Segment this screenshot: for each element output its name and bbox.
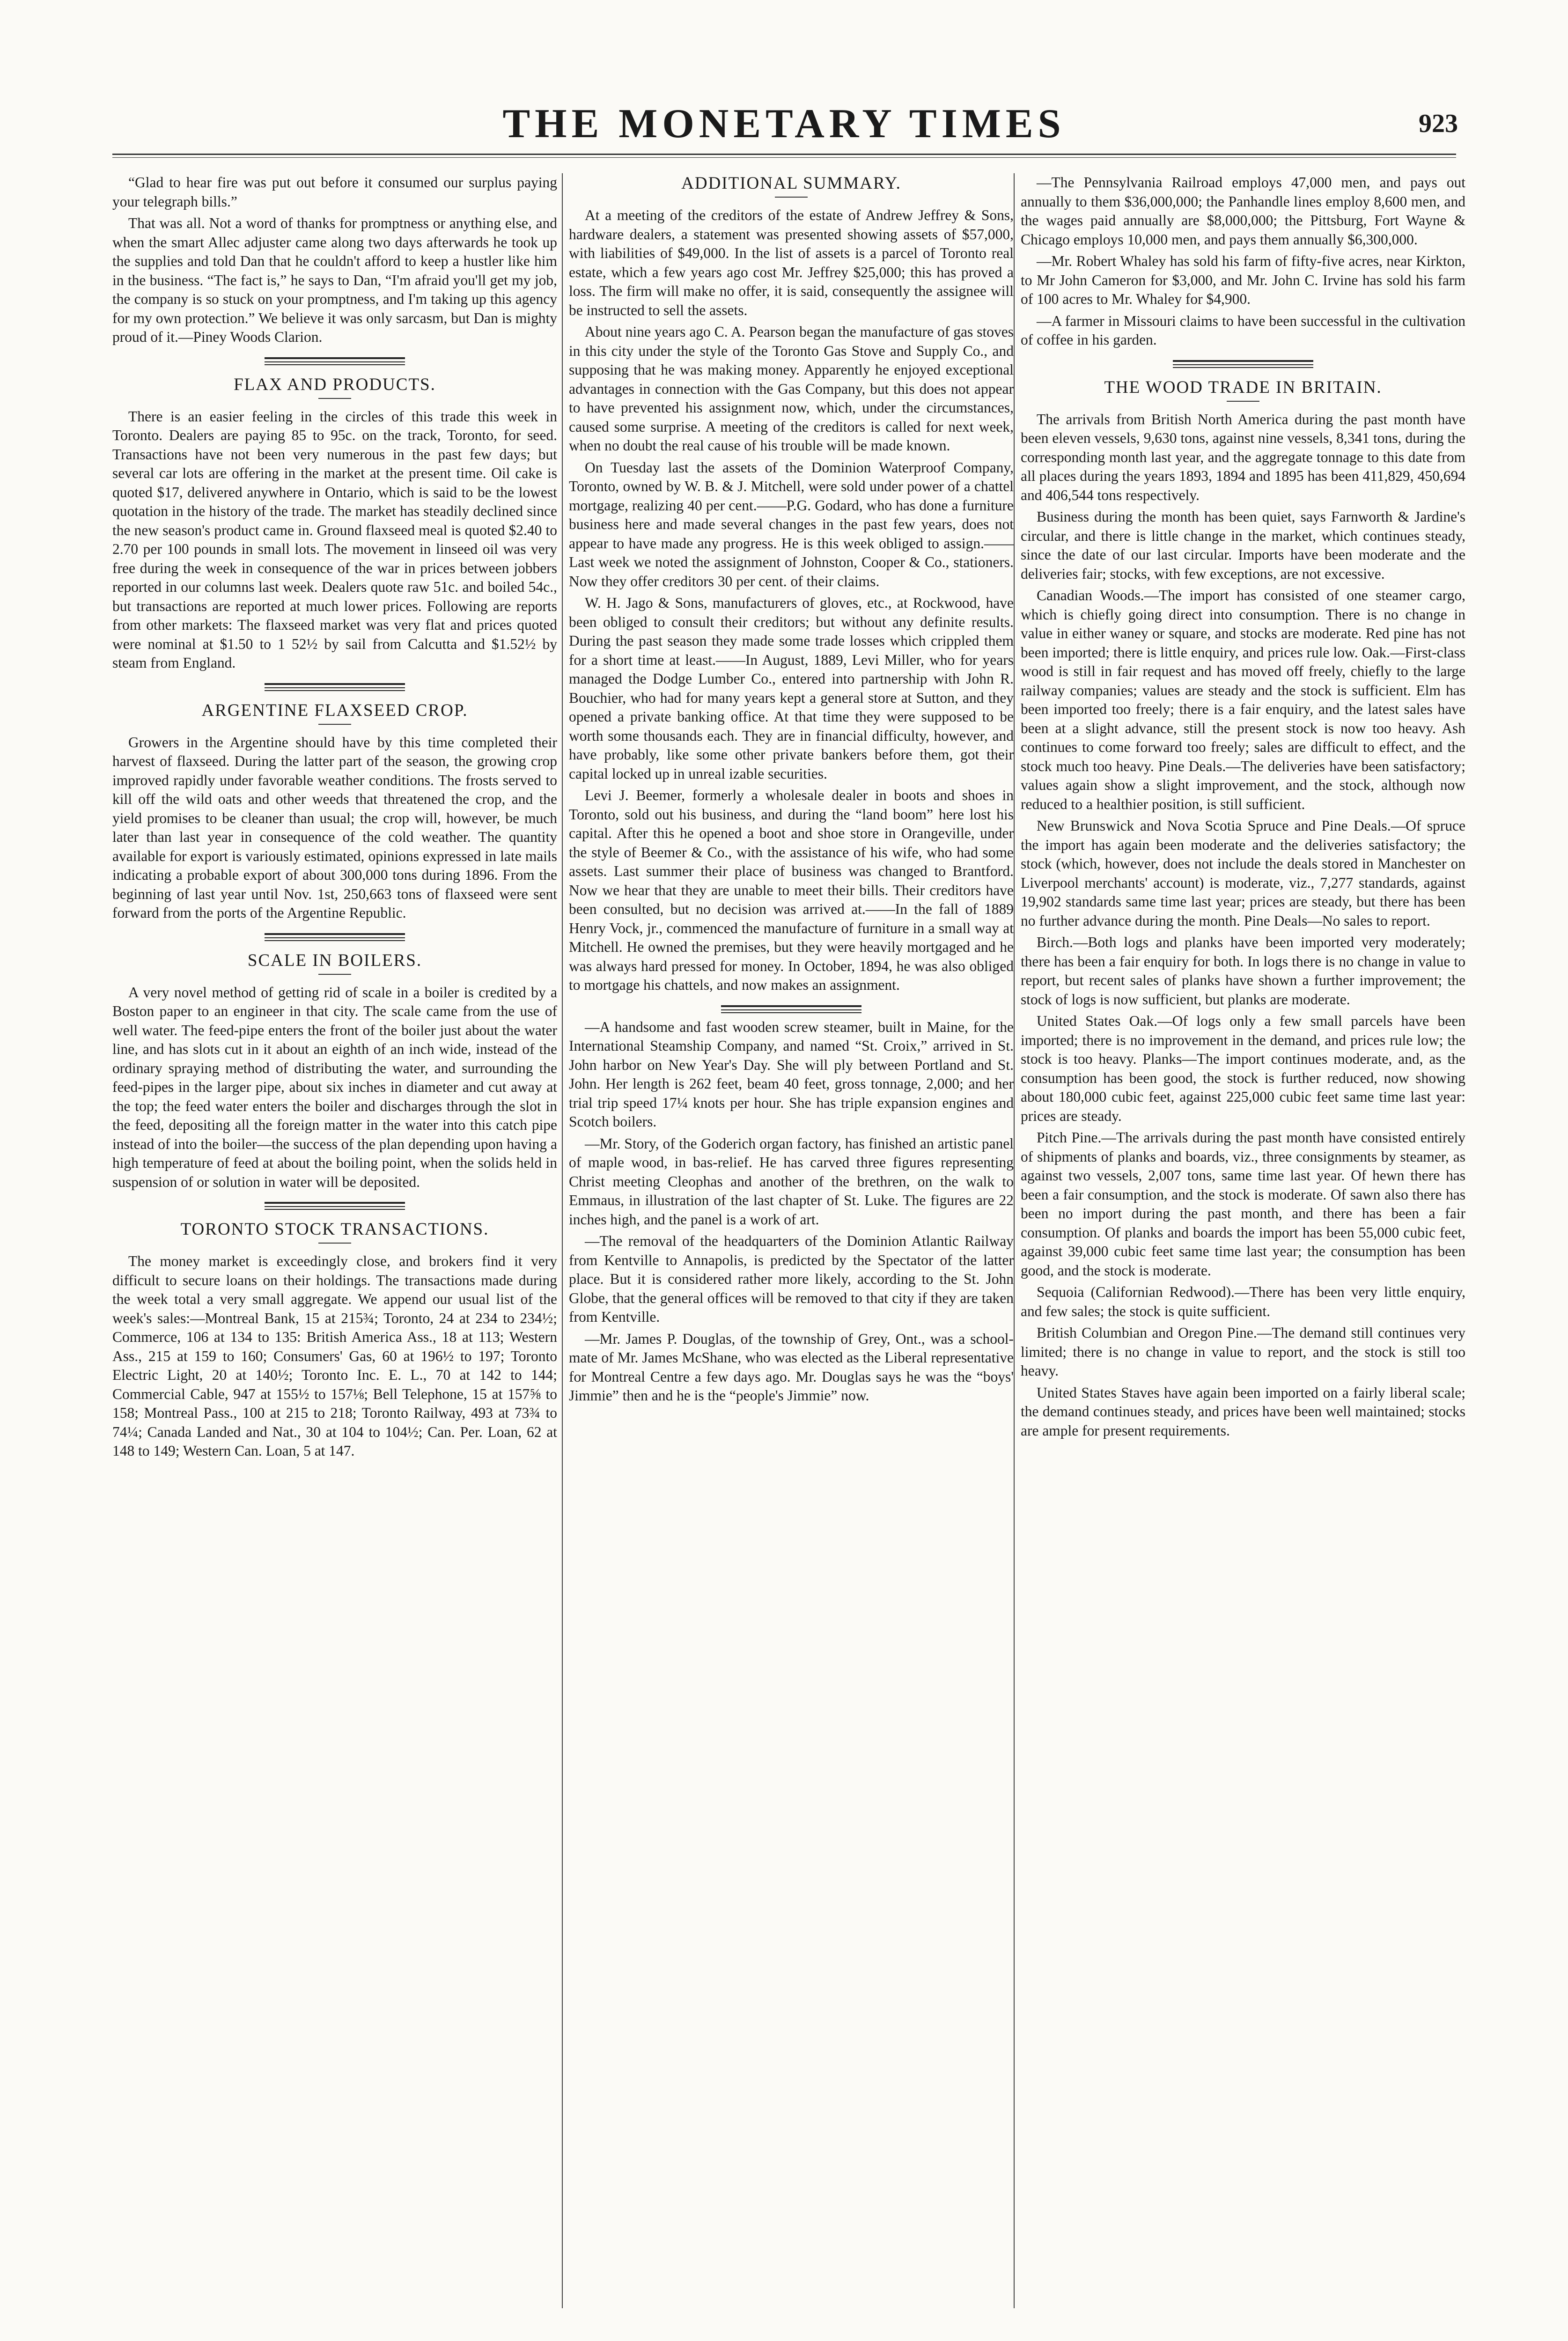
article-paragraph: That was all. Not a word of thanks for promptness or anything else, and when the smart Allec adjuster came along two days afterwards he took up the supplies and told Dan that he couldn't afford to keep a hustler like him in the business. “The fact is,” he says to Dan, “I'm afraid you'll get my job, the company is so stuck on your promptness, and I'm taking up this agency for my own protection.” We believe it was only sarcasm, but Dan is mighty proud of it.—Piney Woods Clarion. (112, 215, 557, 345)
news-note: —Mr. Robert Whaley has sold his farm of fifty-five acres, near Kirkton, to Mr John Cameron for $3,000, and Mr. John C. Irvine has sold his farm of 100 acres to Mr. Whaley for $4,900. (1021, 253, 1465, 307)
heading-dash (318, 1243, 351, 1244)
column-divider (562, 173, 563, 2308)
section-separator (265, 1202, 405, 1210)
article-paragraph: On Tuesday last the assets of the Dominion Waterproof Company, Toronto, owned by W. B. & J. Mitchell, were sold under power of a chattel mortgage, realizing 40 per cent.——P.G. Godard, who has done a furniture business here and made several changes in the past few years, does not appear to have made any progress. He is this week obliged to assign.——Last week we noted the assignment of Johnston, Cooper & Co., stationers. Now they offer creditors 30 per cent. of their claims. (569, 459, 1014, 589)
masthead-rule (112, 154, 1456, 155)
news-note: —The Pennsylvania Railroad employs 47,000 men, and pays out annually to them $36,000,000; the Panhandle lines employ 8,600 men, and the wages paid annually are $8,000,000; the Pittsburg, Fort Wayne & Chicago employs 10,000 men, and pays them annually $6,300,000. (1021, 174, 1465, 248)
article-paragraph: Sequoia (Californian Redwood).—There has been very little enquiry, and few sales; the stock is quite sufficient. (1021, 1284, 1465, 1319)
article-paragraph: United States Staves have again been imported on a fairly liberal scale; the demand continues steady, and prices have been well maintained; stocks are ample for present requirements. (1021, 1384, 1465, 1439)
article-paragraph: The money market is exceedingly close, and brokers find it very difficult to secure loans on their holdings. The transactions made during the week total a very small aggregate. We append our usual list of the week's sales:—Montreal Bank, 15 at 215¾; Toronto, 24 at 234 to 234½; Commerce, 106 at 134 to 135: British America Ass., 18 at 113; Western Ass., 215 at 159 to 160; Consumers' Gas, 60 at 196½ to 197; Toronto Electric Light, 20 at 140½; Toronto Inc. E. L., 70 at 142 to 144; Commercial Cable, 947 at 155½ to 157⅛; Bell Telephone, 15 at 157⅝ to 158; Montreal Pass., 100 at 215 to 218; Toronto Railway, 493 at 73¾ to 74¼; Canada Landed and Nat., 30 at 104 to 104½; Can. Per. Loan, 62 at 148 to 149; Western Can. Loan, 5 at 147. (112, 1253, 557, 1459)
section-separator (265, 683, 405, 691)
section-separator (265, 357, 405, 365)
section-separator (265, 933, 405, 941)
article-paragraph: Business during the month has been quiet, says Farnworth & Jardine's circular, and there is little change in the market, which continues steady, since the date of our last circular. Imports have been moderate and the deliveries fair; stocks, with few exceptions, are not excessive. (1021, 508, 1465, 582)
article-paragraph: W. H. Jago & Sons, manufacturers of gloves, etc., at Rockwood, have been obliged to consult their creditors; but without any definite results. During the past season they made some trade losses which crippled them for a short time at least.——In August, 1889, Levi Miller, who for years managed the Dodge Lumber Co., entered into partnership with John R. Bouchier, who had for many years kept a general store at Sutton, and they opened a private banking office. At that time they were supposed to be worth some thousands each. They are in financial difficulty, however, and have probably, like some other private bankers before them, got their capital locked up in unreal izable securities. (569, 595, 1014, 782)
page-number: 923 (1419, 109, 1458, 138)
article-paragraph: “Glad to hear fire was put out before it consumed our surplus paying your telegraph bills.” (112, 174, 557, 210)
column-divider (1014, 173, 1015, 2308)
column-middle (569, 173, 1014, 2308)
article-paragraph: New Brunswick and Nova Scotia Spruce and Pine Deals.—Of spruce the import has again been moderate and the deliveries satisfactory; the stock (which, however, does not include the deals stored in Manchester on Liverpool merchants' account) is moderate, viz., 7,277 standards, against 19,902 standards same time last year; prices are steady, but there has been no further advance during the month. Pine Deals—No sales to report. (1021, 817, 1465, 929)
section-separator (1173, 360, 1313, 368)
news-note: —Mr. Story, of the Goderich organ factory, has finished an artistic panel of maple wood, in bas-relief. He has carved three figures representing Christ meeting Cleophas and another of the brethren, on the walk to Emmaus, in illustration of the last chapter of St. Luke. The figures are 22 inches high, and the panel is a work of art. (569, 1135, 1014, 1228)
section-separator (721, 1005, 861, 1013)
article-paragraph: At a meeting of the creditors of the estate of Andrew Jeffrey & Sons, hardware dealers, a statement was presented showing assets of $57,000, with liabilities of $49,000. In the list of assets is a parcel of Toronto real estate, which a few years ago cost Mr. Jeffrey $25,000; this has proved a loss. The firm will make no offer, it is said, consequently the assignee will be instructed to sell the assets. (569, 207, 1014, 318)
heading-dash (318, 724, 351, 725)
article-paragraph: Growers in the Argentine should have by this time completed their harvest of flaxseed. During the latter part of the season, the growing crop improved rapidly under favorable weather conditions. The frosts served to kill off the wild oats and other weeds that threatened the crop, and the yield promises to be cleaner than usual; the crop will, however, be much later than last year in consequence of the cold weather. The quantity available for export is variously estimated, opinions expressed in late mails indicating a probable export of about 300,000 tons during 1896. From the beginning of last year until Nov. 1st, 250,663 tons of flaxseed were sent forward from the ports of the Argentine Republic. (112, 734, 557, 921)
news-note: —A handsome and fast wooden screw steamer, built in Maine, for the International Steamship Company, and named “St. Croix,” arrived in St. John harbor on New Year's Day. She will ply between Portland and St. John. Her length is 262 feet, beam 40 feet, gross tonnage, 2,000; and her trial trip speed 17¼ knots per hour. She has triple expansion engines and Scotch boilers. (569, 1018, 1014, 1130)
article-paragraph: Levi J. Beemer, formerly a wholesale dealer in boots and shoes in Toronto, sold out his business, and during the “land boom” here lost his capital. After this he opened a boot and shoe store in Orangeville, under the style of Beemer & Co., with the assistance of his wife, who had some assets. Last summer their place of business was changed to Brantford. Now we hear that they are unable to meet their bills. Their creditors have been consulted, but no decision was arrived at.——In the fall of 1889 Henry Vock, jr., commenced the manufacture of furniture in a small way at Mitchell. He owned the premises, but they were heavily mortgaged and he was always hard pressed for money. In October, 1894, he was also obliged to mortgage his chattels, and now makes an assignment. (569, 787, 1014, 993)
section-heading: TORONTO STOCK TRANSACTIONS. (180, 1220, 489, 1239)
section-heading: ARGENTINE FLAXSEED CROP. (201, 700, 468, 720)
article-paragraph: The arrivals from British North America during the past month have been eleven vessels, 9,630 tons, against nine vessels, 8,341 tons, during the corresponding month last year, and the aggregate tonnage to this date from all places during the years 1893, 1894 and 1895 has been 411,829, 450,694 and 406,544 tons respectively. (1021, 411, 1465, 503)
article-paragraph: Pitch Pine.—The arrivals during the past month have consisted entirely of shipments of planks and boards, viz., three consignments by steamer, as against two vessels, 2,007 tons, same time last year. Of hewn there has been a fair consumption, and the stock is moderate. Of sawn also there has been no import during the past month, and there has been a fair consumption. Of planks and boards the import has been 55,000 cubic feet, against 39,000 cubic feet same time last year; the consumption has been good, and the stock is moderate. (1021, 1129, 1465, 1279)
article-paragraph: United States Oak.—Of logs only a few small parcels have been imported; there is no improvement in the demand, and prices rule low; the stock is too heavy. Planks—The import continues moderate, and, as the consumption has been good, the stock is further reduced, now showing about 180,000 cubic feet, against 225,000 cubic feet same time last year: prices are steady. (1021, 1013, 1465, 1124)
news-note: —A farmer in Missouri claims to have been successful in the cultivation of coffee in his garden. (1021, 312, 1465, 348)
newspaper-title: THE MONETARY TIMES (502, 101, 1066, 147)
masthead (0, 98, 1568, 150)
section-heading: THE WOOD TRADE IN BRITAIN. (1104, 377, 1382, 397)
article-paragraph: There is an easier feeling in the circles of this trade this week in Toronto. Dealers are paying 85 to 95c. on the track, Toronto, for seed. Transactions have not been very numerous in the past few days; but several car lots are offering in the market at the present time. Oil cake is quoted $17, delivered anywhere in Ontario, which is said to be the lowest quotation in the history of the trade. The market has steadily declined since the new season's product came in. Ground flaxseed meal is quoted $2.40 to 2.70 per 100 pounds in small lots. The movement in linseed oil was very free during the week in consequence of the war in prices between jobbers reported in our columns last week. Dealers quote raw 51c. and boiled 54c., but transactions are reported at much lower prices. Following are reports from other markets: The flaxseed market was very flat and prices quoted were nominal at $1.50 to 1 52½ by sail from Calcutta and $1.52½ by steam from England. (112, 408, 557, 671)
section-heading: SCALE IN BOILERS. (247, 950, 422, 970)
masthead-rule-thin (112, 157, 1456, 158)
article-paragraph: About nine years ago C. A. Pearson began the manufacture of gas stoves in this city under the style of the Toronto Gas Stove and Supply Co., and supposing that he was making money. Apparently he enjoyed exceptional advantages in connection with the Gas Company, but this does not appear to have prevented his assignment now, which, under the circumstances, caused some surprise. A meeting of the creditors is called for next week, when no doubt the real cause of his trouble will be made known. (569, 324, 1014, 454)
article-paragraph: British Columbian and Oregon Pine.—The demand still continues very limited; there is no change in value to report, and the stock is still too heavy. (1021, 1325, 1465, 1379)
heading-dash (318, 398, 351, 399)
news-note: —The removal of the headquarters of the Dominion Atlantic Railway from Kentville to Annapolis, is predicted by the Spectator of the latter place. But it is considered rather more likely, according to the St. John Globe, that the general offices will be removed to that city if they are taken from Kentville. (569, 1233, 1014, 1325)
article-paragraph: Canadian Woods.—The import has consisted of one steamer cargo, which is chiefly going direct into consumption. There is no change in value in either waney or square, and stocks are moderate. Red pine has not been imported; there is little enquiry, and prices rule low. Oak.—First-class wood is still in fair request and has moved off freely, chiefly to the large railway companies; values are steady and the stock is sufficient. Elm has been imported too freely; there is a fair enquiry, and the latest sales have been at a slight advance, still the present stock is now too heavy. Ash continues to come forward too freely; sales are difficult to effect, and the stock much too heavy. Pine Deals.—The deliveries have been satisfactory; values again show a slight improvement, and the stock, although now reduced to a healthier position, is still sufficient. (1021, 587, 1465, 812)
section-heading: ADDITIONAL SUMMARY. (681, 174, 901, 193)
article-paragraph: A very novel method of getting rid of scale in a boiler is credited by a Boston paper to an engineer in that city. The scale came from the use of well water. The feed-pipe enters the front of the boiler just about the water line, and has slots cut in it about an eighth of an inch wide, instead of the ordinary spraying method of distributing the water, and surrounding the feed-pipes in the larger pipe, about six inches in diameter and cut away at the top; the feed water enters the boiler and discharges through the slot in the feed, depositing all the foreign matter in the water into this catch pipe instead of into the boiler—the success of the plan depending upon having a high temperature of feed at about the boiling point, when the solids held in suspension of or solution in water will be deposited. (112, 984, 557, 1190)
news-note: —Mr. James P. Douglas, of the township of Grey, Ont., was a school-mate of Mr. James McShane, who was elected as the Liberal representative for Montreal Centre a few days ago. Mr. Douglas says he was the “boys' Jimmie” then and he is the “people's Jimmie” now. (569, 1330, 1014, 1404)
heading-dash (1227, 401, 1259, 402)
column-right (1021, 173, 1465, 2308)
column-left (112, 173, 557, 2308)
article-paragraph: Birch.—Both logs and planks have been imported very moderately; there has been a fair enquiry for both. In logs there is no change in value to report, but recent sales of planks have shown a further improvement; the stock of logs is now sufficient, but planks are moderate. (1021, 934, 1465, 1008)
heading-dash (318, 974, 351, 975)
section-heading: FLAX AND PRODUCTS. (234, 375, 436, 394)
heading-dash (775, 197, 808, 198)
